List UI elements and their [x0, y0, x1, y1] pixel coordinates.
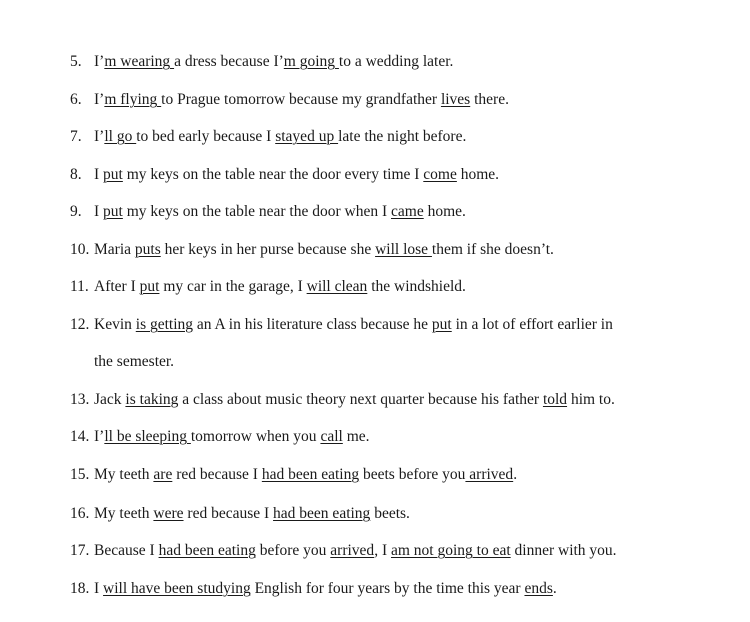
underlined-verb: had been eating: [261, 466, 360, 483]
sentence-text: [94, 579, 557, 599]
sentence-continuation-text: the semester.: [94, 353, 175, 370]
underlined-verb: is getting: [135, 316, 194, 333]
text-segment: an A in his literature class because he: [193, 316, 432, 333]
text-segment: I’: [94, 91, 105, 108]
sentence-text: [94, 315, 613, 335]
text-segment: red because I: [172, 466, 262, 483]
underlined-verb: will clean: [306, 278, 368, 295]
text-segment: I’: [94, 53, 105, 70]
underlined-verb: come: [423, 166, 457, 183]
underlined-verb: m going: [283, 53, 339, 70]
underlined-verb: stayed up: [275, 128, 339, 145]
text-segment: home.: [423, 203, 466, 220]
underlined-verb: are: [153, 466, 173, 483]
text-segment: a class about music theory next quarter because his father: [178, 391, 543, 408]
underlined-verb: came: [391, 203, 424, 220]
text-segment: me.: [342, 428, 370, 445]
underlined-verb: put: [103, 166, 123, 183]
sentence-number: 15.: [70, 466, 90, 483]
sentence-number: 11.: [70, 278, 89, 295]
sentence-text: [94, 202, 466, 222]
underlined-verb: ends: [524, 580, 553, 597]
sentence-number: 6.: [70, 91, 82, 108]
sentence-text: [94, 127, 466, 147]
text-segment: beets before you: [359, 466, 466, 483]
text-segment: a dress because I’: [174, 53, 284, 70]
text-segment: I’: [94, 428, 105, 445]
text-segment: I: [94, 166, 104, 183]
text-segment: before you: [255, 542, 331, 559]
text-segment: Maria: [94, 241, 135, 258]
text-segment: her keys in her purse because she: [160, 241, 376, 258]
underlined-verb: put: [431, 316, 452, 333]
text-segment: beets.: [370, 505, 410, 522]
text-segment: in a lot of effort earlier in: [451, 316, 613, 333]
text-segment: to Prague tomorrow because my grandfather: [161, 91, 441, 108]
underlined-verb: is taking: [125, 391, 179, 408]
underlined-verb: were: [153, 505, 184, 522]
sentence-text: [94, 277, 466, 297]
sentence-number: 8.: [70, 166, 82, 183]
text-segment: home.: [456, 166, 500, 183]
text-segment: red because I: [183, 505, 274, 522]
sentence-number: 14.: [70, 428, 90, 445]
underlined-verb: m flying: [104, 91, 162, 108]
text-segment: him to.: [567, 391, 615, 408]
text-segment: My teeth: [94, 466, 154, 483]
sentence-text: [94, 52, 453, 72]
text-segment: to a wedding later.: [338, 53, 454, 70]
text-segment: I: [94, 580, 104, 597]
text-segment: to bed early because I: [136, 128, 276, 145]
text-segment: My teeth: [94, 505, 154, 522]
text-segment: .: [513, 466, 518, 483]
underlined-verb: ll go: [104, 128, 137, 145]
text-segment: dinner with you.: [510, 542, 617, 559]
text-segment: my car in the garage, I: [159, 278, 307, 295]
text-segment: Jack: [94, 391, 126, 408]
sentence-number: 5.: [70, 53, 82, 70]
text-segment: .: [552, 580, 557, 597]
sentence-text: [94, 165, 499, 185]
text-segment: I’: [94, 128, 105, 145]
underlined-verb: am not going to eat: [390, 542, 511, 559]
text-segment: English for four years by the time this year: [250, 580, 525, 597]
sentence-number: 12.: [70, 316, 90, 333]
underlined-verb: will have been studying: [103, 580, 251, 597]
text-segment: I: [94, 203, 104, 220]
sentence-number: 10.: [70, 241, 90, 258]
underlined-verb: told: [542, 391, 568, 408]
sentence-number: 18.: [70, 580, 90, 597]
underlined-verb: had been eating: [158, 542, 256, 559]
text-segment: tomorrow when you: [190, 428, 321, 445]
underlined-verb: arrived: [465, 466, 514, 483]
underlined-verb: puts: [134, 241, 161, 258]
text-segment: late the night before.: [338, 128, 467, 145]
text-segment: them if she doesn’t.: [431, 241, 554, 258]
underlined-verb: ll be sleeping: [104, 428, 191, 445]
text-segment: the windshield.: [367, 278, 466, 295]
text-segment: my keys on the table near the door when I: [122, 203, 392, 220]
text-segment: Kevin: [94, 316, 136, 333]
sentence-number: 16.: [70, 505, 90, 522]
text-segment: there.: [470, 91, 509, 108]
sentence-text: [94, 240, 554, 260]
sentence-number: 17.: [70, 542, 90, 559]
sentence-number: 13.: [70, 391, 90, 408]
sentence-number: 9.: [70, 203, 82, 220]
underlined-verb: put: [139, 278, 160, 295]
sentence-text: [94, 90, 509, 110]
underlined-verb: had been eating: [273, 505, 371, 522]
sentence-text: [94, 427, 370, 447]
underlined-verb: will lose: [375, 241, 432, 258]
sentence-number: 7.: [70, 128, 82, 145]
underlined-verb: m wearing: [104, 53, 175, 70]
text-segment: my keys on the table near the door every time I: [122, 166, 424, 183]
underlined-verb: put: [103, 203, 123, 220]
sentence-text: [94, 504, 410, 524]
underlined-verb: arrived: [330, 542, 375, 559]
text-segment: , I: [374, 542, 391, 559]
sentence-text: [94, 541, 617, 561]
underlined-verb: call: [320, 428, 343, 445]
underlined-verb: lives: [440, 91, 471, 108]
sentence-text: [94, 390, 615, 410]
sentence-text: [94, 465, 517, 485]
text-segment: Because I: [94, 542, 159, 559]
text-segment: After I: [94, 278, 140, 295]
